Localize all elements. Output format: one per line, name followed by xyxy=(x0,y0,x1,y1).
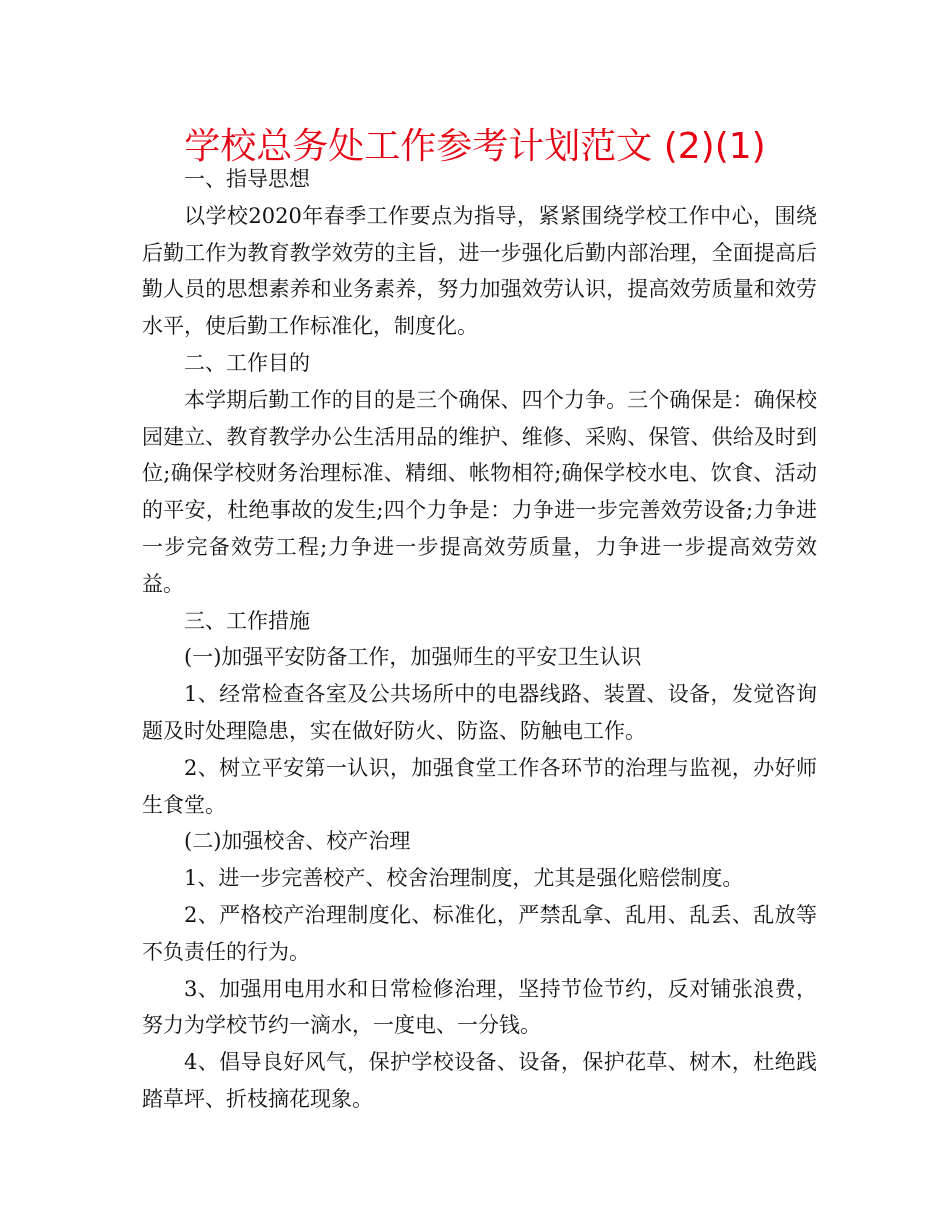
list-item-property-2: 2、严格校产治理制度化、标准化，严禁乱拿、乱用、乱丢、乱放等不负责任的行为。 xyxy=(142,902,817,964)
section-heading-work-goals: 二、工作目的 xyxy=(184,350,310,375)
section-heading-work-measures: 三、工作措施 xyxy=(184,608,310,633)
paragraph-guiding-ideology: 以学校2020年春季工作要点为指导，紧紧围绕学校工作中心，围绕后勤工作为教育教学效劳的主旨，进一步强化后勤内部治理，全面提高后勤人员的思想素养和业务素养，努力加强效劳认识，提高效劳质量和效劳水平，使后勤工作标准化，制度化。 xyxy=(142,203,817,339)
list-item-property-1: 1、进一步完善校产、校舍治理制度，尤其是强化赔偿制度。 xyxy=(184,866,744,891)
subsection-heading-safety: (一)加强平安防备工作，加强师生的平安卫生认识 xyxy=(184,645,642,670)
list-item-property-4: 4、倡导良好风气，保护学校设备、设备，保护花草、树木，杜绝践踏草坪、折枝摘花现象。 xyxy=(142,1050,817,1111)
page-title: 学校总务处工作参考计划范文 (2)(1) xyxy=(184,126,766,167)
document-body xyxy=(142,161,817,1118)
list-item-property-3: 3、加强用电用水和日常检修治理，坚持节俭节约，反对铺张浪费，努力为学校节约一滴水，一度电、一分钱。 xyxy=(142,976,817,1038)
section-heading-guiding-ideology: 一、指导思想 xyxy=(184,167,310,191)
list-item-safety-2: 2、树立平安第一认识，加强食堂工作各环节的治理与监视，办好师生食堂。 xyxy=(142,755,817,817)
subsection-heading-property: (二)加强校舍、校产治理 xyxy=(184,829,411,854)
paragraph-work-goals: 本学期后勤工作的目的是三个确保、四个力争。三个确保是：确保校园建立、教育教学办公生活用品的维护、维修、采购、保管、供给及时到位;确保学校财务治理标准、精细、帐物相符;确保学校水电、饮食、活动的平安，杜绝事故的发生;四个力争是：力争进一步完善效劳设备;力争进一步完备效劳工程;力争进一步提高效劳质量，力争进一步提高效劳效益。 xyxy=(142,387,817,596)
list-item-safety-1: 1、经常检查各室及公共场所中的电器线路、装置、设备，发觉咨询题及时处理隐患，实在做好防火、防盗、防触电工作。 xyxy=(142,682,817,743)
